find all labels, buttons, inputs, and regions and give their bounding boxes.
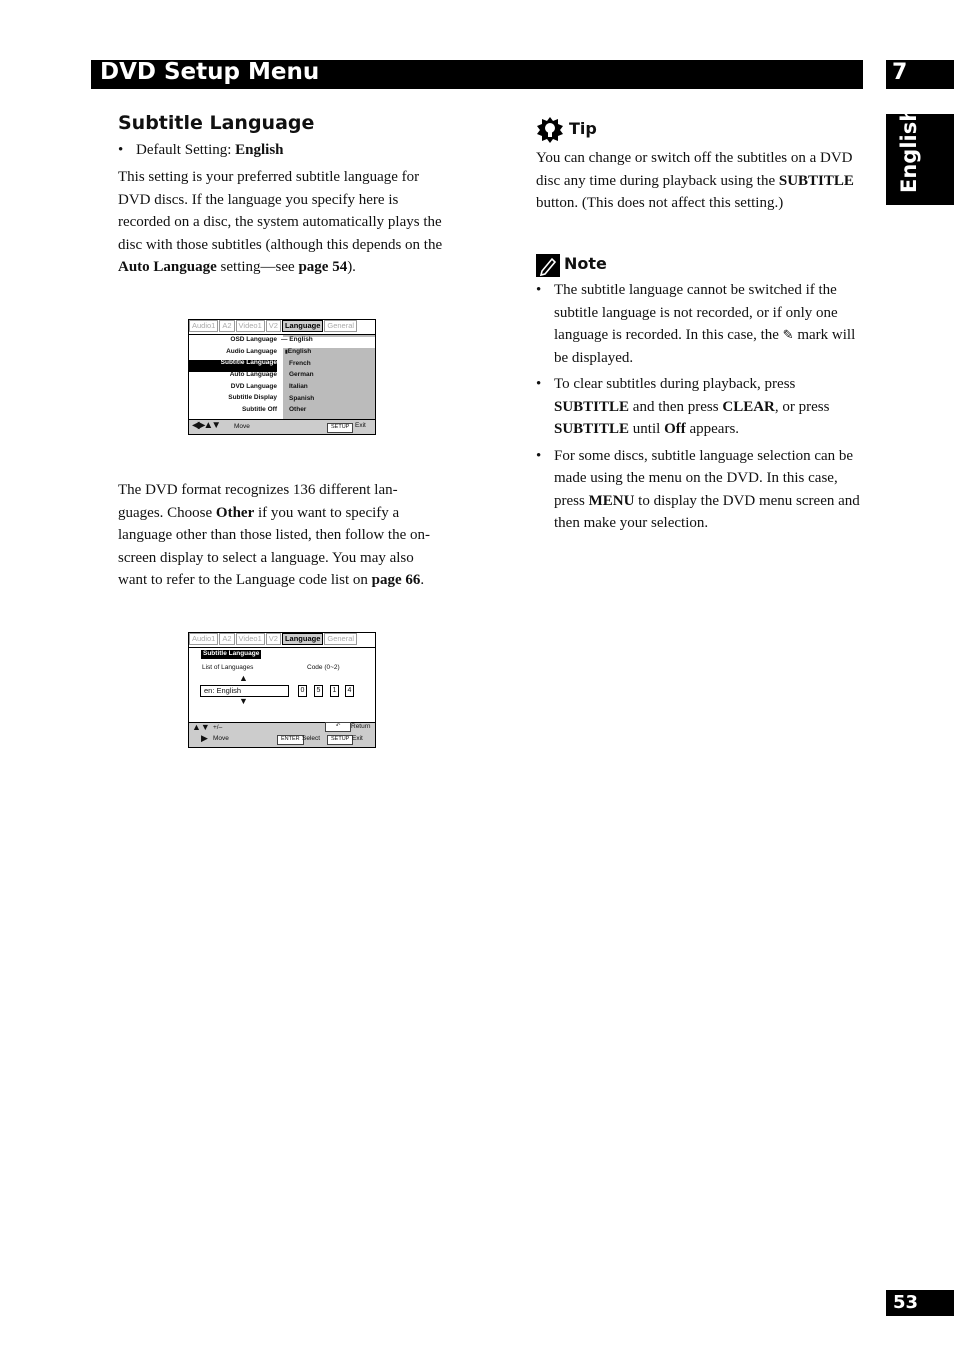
lightbulb-tip-icon xyxy=(536,116,564,144)
option: German xyxy=(289,371,314,379)
code-digit: 1 xyxy=(330,685,339,697)
osd-tabs xyxy=(189,633,358,644)
option-english: ▮English xyxy=(285,348,312,355)
setup-button-icon: SETUP xyxy=(327,735,353,745)
menu-item: OSD Language xyxy=(230,336,277,343)
code-digit: 0 xyxy=(298,685,307,697)
osd-tab-audio1: Audio1 xyxy=(189,633,218,645)
note-list xyxy=(536,279,862,539)
intro-paragraph: This setting is your preferred subtitle language for DVD discs. If the language you specify here is recorded on a disc, the system automatically plays the disc with those subtitles (although this depends on the Auto Language setting—see page 54). xyxy=(118,169,443,275)
language-field: en: English xyxy=(200,685,289,697)
note-item: • The subtitle language cannot be switched if the subtitle language is not recorded, or if only one language is recorded. In this case, the ✎ mark will be displayed. xyxy=(536,282,856,366)
footer-select-label: Select xyxy=(302,735,321,742)
current-value: — English xyxy=(281,337,375,348)
osd-tab-v2: V2 xyxy=(266,320,281,332)
option: Italian xyxy=(289,383,308,391)
code-digit: 4 xyxy=(345,685,354,697)
osd-footer xyxy=(189,420,375,434)
subtitle-mark-icon: ✎ xyxy=(782,327,794,342)
osd-tab-language: Language xyxy=(282,633,323,645)
footer-return-label: Return xyxy=(351,723,371,730)
direction-arrows-icon: ◀▶▲▼ xyxy=(192,420,220,431)
language-tab-label: English xyxy=(897,106,921,193)
right-arrow-icon: ▶ xyxy=(201,733,208,743)
osd-screen-title: Subtitle Language xyxy=(203,650,260,657)
up-down-arrows-icon: ▲▼ xyxy=(192,722,210,732)
osd-tab-general: General xyxy=(324,633,357,645)
menu-item-selected: Subtitle Language xyxy=(189,360,277,372)
chapter-number: 7 xyxy=(892,60,908,85)
menu-item: Subtitle Off xyxy=(241,406,277,414)
option: Other xyxy=(289,406,307,414)
list-of-languages-label: List of Languages xyxy=(202,664,254,671)
osd-tab-general: General xyxy=(324,320,357,332)
osd-tab-v2: V2 xyxy=(266,633,281,645)
note-item: • For some discs, subtitle language selection can be made using the menu on the DVD. In this case, press MENU to display the DVD menu screen and then make your selection. xyxy=(536,447,860,531)
option: Spanish xyxy=(289,394,315,402)
menu-item: Subtitle Display xyxy=(228,394,277,402)
osd-body xyxy=(189,334,375,420)
osd-body xyxy=(189,647,375,723)
setup-button-icon: SETUP xyxy=(327,423,353,433)
page-number: 53 xyxy=(893,1292,919,1313)
options-list xyxy=(285,349,314,419)
footer-move-label: Move xyxy=(234,423,250,430)
option: French xyxy=(289,359,311,367)
footer-exit-label: Exit xyxy=(352,735,363,742)
code-label: Code (0~2) xyxy=(307,664,340,671)
footer-plusminus-label: +/– xyxy=(213,724,223,731)
note-item: • To clear subtitles during playback, press SUBTITLE and then press CLEAR, or press SUBTITLE until Off appears. xyxy=(536,376,830,437)
enter-button-icon: ENTER xyxy=(277,735,304,745)
osd-language-code-entry xyxy=(188,632,376,748)
footer-exit-label: Exit xyxy=(355,422,366,429)
return-button-icon: ↶ xyxy=(325,722,351,732)
section-title: Subtitle Language xyxy=(118,112,315,134)
osd-tab-audio1: Audio1 xyxy=(189,320,218,332)
note-heading: Note xyxy=(564,254,607,273)
menu-item: DVD Language xyxy=(230,382,277,390)
menu-item: Auto Language xyxy=(229,371,277,379)
osd-tab-video1: Video1 xyxy=(236,320,265,332)
osd-tab-a2: A2 xyxy=(219,633,234,645)
osd-tab-video1: Video1 xyxy=(236,633,265,645)
up-arrow-icon: ▲ xyxy=(239,673,248,683)
menu-item: Audio Language xyxy=(226,347,277,355)
osd-subtitle-language-menu xyxy=(188,319,376,435)
footer-move-label: Move xyxy=(213,735,229,742)
osd-tab-language: Language xyxy=(282,320,323,332)
osd-tab-a2: A2 xyxy=(219,320,234,332)
osd-footer xyxy=(189,723,375,747)
default-setting: • Default Setting: English xyxy=(118,142,284,158)
down-arrow-icon: ▼ xyxy=(239,696,248,706)
pencil-note-icon xyxy=(536,254,560,277)
osd-tabs xyxy=(189,320,358,331)
menu-items xyxy=(189,337,277,419)
other-languages-paragraph: The DVD format recognizes 136 different lan-guages. Choose Other if you want to specify a language other than those listed, then follow the on-screen display to select a language. You may also want to refer to the Language code list on page 66. xyxy=(118,482,431,588)
tip-heading: Tip xyxy=(569,119,597,138)
page-title: DVD Setup Menu xyxy=(100,59,320,85)
tip-text: You can change or switch off the subtitles on a DVD disc any time during playback using the SUBTITLE button. (This does not affect this setting.) xyxy=(536,150,854,211)
code-digit: 5 xyxy=(314,685,323,697)
